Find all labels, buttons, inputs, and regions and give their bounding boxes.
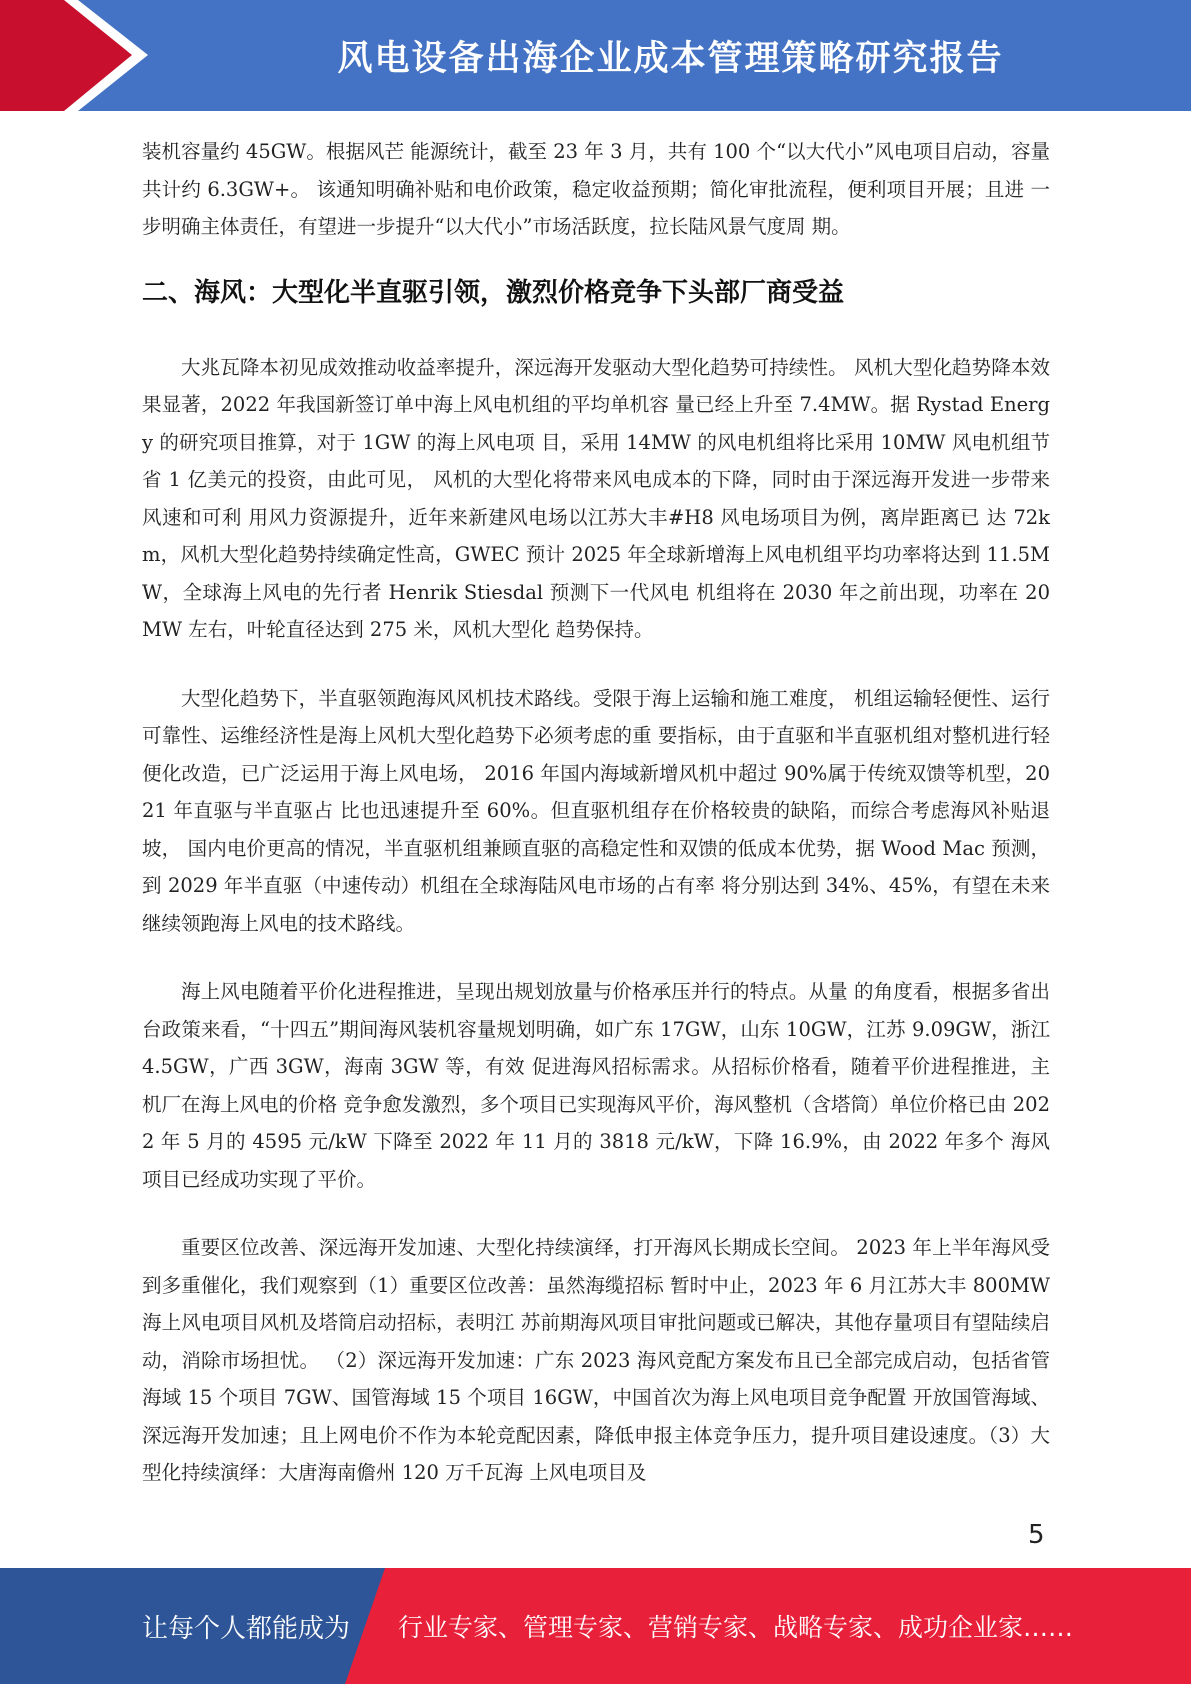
paragraph-3: 海上风电随着平价化进程推进，呈现出规划放量与价格承压并行的特点。从量 的角度看，根据多省出台政策来看，“十四五”期间海风装机容量规划明确，如广东 17GW，山东 10GW，江苏 9.09GW，浙江 4.5GW，广西 3GW，海南 3GW 等，有效 促进海风招标需求。从招标价格看，随着平价进程推进，主机厂在海上风电的价格 竞争愈发激烈，多个项目已实现海风平价，海风整机（含塔筒）单位价格已由 2022 年 5 月的 4595 元/kW 下降至 2022 年 11 月的 3818 元/kW，下降 16.9%，由 2022 年多个 海风项目已经成功实现了平价。 (142, 980, 1050, 1191)
report-title: 风电设备出海企业成本管理策略研究报告 (337, 38, 1004, 79)
footer-slogan-right: 行业专家、管理专家、营销专家、战略专家、成功企业家…… (398, 1613, 1074, 1642)
page-header (0, 0, 1191, 111)
page-number: 5 (1028, 1520, 1045, 1550)
footer-slogan-left: 让每个人都能成为 (142, 1613, 351, 1644)
paragraph-2: 大型化趋势下，半直驱领跑海风风机技术路线。受限于海上运输和施工难度， 机组运输轻便性、运行可靠性、运维经济性是海上风机大型化趋势下必须考虑的重 要指标，由于直驱和半直驱机组对整机进行轻便化改造，已广泛运用于海上风电场， 2016 年国内海域新增风机中超过 90%属于传统双馈等机型，2021 年直驱与半直驱占 比也迅速提升至 60%。但直驱机组存在价格较贵的缺陷，而综合考虑海风补贴退坡， 国内电价更高的情况，半直驱机组兼顾直驱的高稳定性和双馈的低成本优势，据 Wood Mac 预测，到 2029 年半直驱（中速传动）机组在全球海陆风电市场的占有率 将分别达到 34%、45%，有望在未来继续领跑海上风电的技术路线。 (142, 686, 1050, 935)
paragraph-4: 重要区位改善、深远海开发加速、大型化持续演绎，打开海风长期成长空间。 2023 年上半年海风受到多重催化，我们观察到（1）重要区位改善：虽然海缆招标 暂时中止，2023 年 6 月江苏大丰 800MW 海上风电项目风机及塔筒启动招标，表明江 苏前期海风项目审批问题或已解决，其他存量项目有望陆续启动，消除市场担忧。 （2）深远海开发加速：广东 2023 海风竞配方案发布且已全部完成启动，包括省管 海域 15 个项目 7GW、国管海域 15 个项目 16GW，中国首次为海上风电项目竞争配置 开放国管海域、深远海开发加速；且上网电价不作为本轮竞配因素，降低申报主体竞争压力，提升项目建设速度。（3）大型化持续演绎：大唐海南儋州 120 万千瓦海 上风电项目及 (142, 1236, 1050, 1484)
header-chevron-icon (0, 0, 160, 111)
document-body (142, 133, 1050, 1492)
paragraph-1: 大兆瓦降本初见成效推动收益率提升，深远海开发驱动大型化趋势可持续性。 风机大型化趋势降本效果显著，2022 年我国新签订单中海上风电机组的平均单机容 量已经上升至 7.4MW。据 Rystad Energy 的研究项目推算，对于 1GW 的海上风电项 目，采用 14MW 的风电机组将比采用 10MW 风电机组节省 1 亿美元的投资，由此可见， 风机的大型化将带来风电成本的下降，同时由于深远海开发进一步带来风速和可利 用风力资源提升，近年来新建风电场以江苏大丰#H8 风电场项目为例，离岸距离已 达 72km，风机大型化趋势持续确定性高，GWEC 预计 2025 年全球新增海上风电机组平均功率将达到 11.5MW，全球海上风电的先行者 Henrik Stiesdal 预测下一代风电 机组将在 2030 年之前出现，功率在 20MW 左右，叶轮直径达到 275 米，风机大型化 趋势保持。 (142, 355, 1050, 641)
page-footer (0, 1568, 1191, 1684)
section-heading: 二、海风：大型化半直驱引领，激烈价格竞争下头部厂商受益 (142, 277, 845, 308)
intro-paragraph: 装机容量约 45GW。根据风芒 能源统计，截至 23 年 3 月，共有 100 个“以大代小”风电项目启动，容量共计约 6.3GW+。 该通知明确补贴和电价政策，稳定收益预期；简化审批流程，便利项目开展；且进 一步明确主体责任，有望进一步提升“以大代小”市场活跃度，拉长陆风景气度周 期。 (142, 140, 1050, 238)
